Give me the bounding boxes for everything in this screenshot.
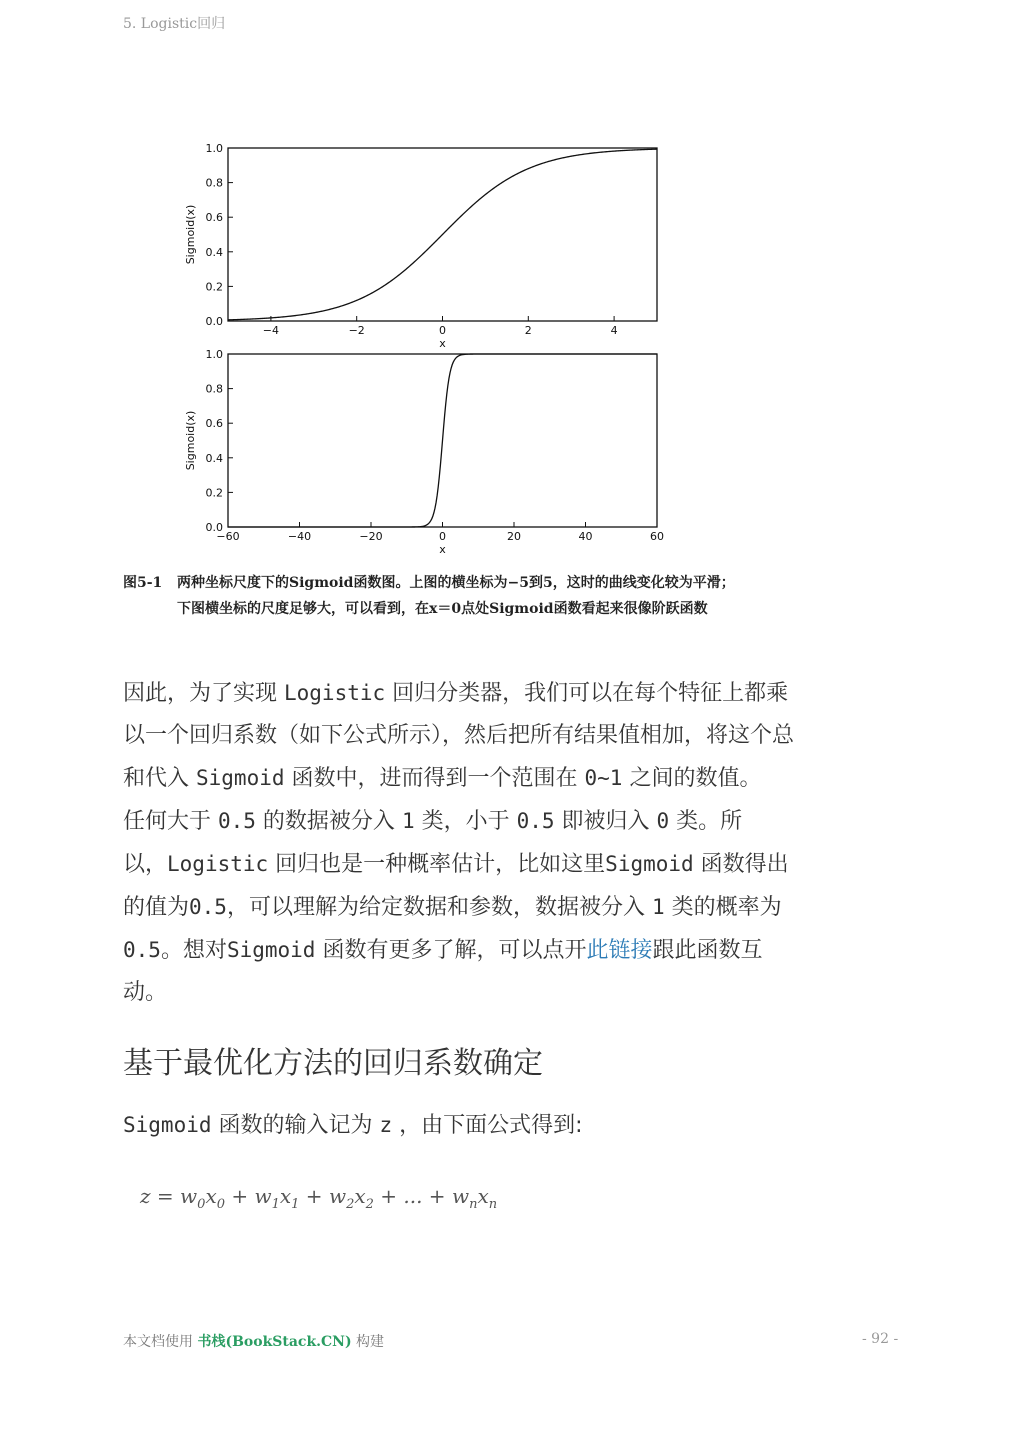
page-number: - 92 - [862,1331,899,1347]
figure-caption [123,570,743,622]
y-tick-label: 0.4 [205,245,223,259]
y-tick-label: 0.2 [205,486,223,500]
figure-caption-text: 两种坐标尺度下的Sigmoid函数图。上图的横坐标为−5到5，这时的曲线变化较为平滑；下图横坐标的尺度足够大，可以看到，在x＝0点处Sigmoid函数看起来很像阶跃函数 [177,575,735,617]
x-tick-label: −2 [348,324,365,337]
footer-credit: 本文档使用 书栈(BookStack.CN) 构建 [123,1334,385,1350]
x-tick-label: 0 [439,530,446,543]
x-tick-label: −40 [287,530,312,543]
sigmoid-link[interactable]: 此链接 [586,938,653,963]
x-tick-label: 20 [507,530,521,543]
x-tick-label: 2 [524,324,532,337]
paragraph-line: 的值为0.5，可以理解为给定数据和参数，数据被分入 1 类的概率为 [123,895,782,920]
y-tick-label: 0.6 [205,211,223,225]
y-tick-label: 0.0 [205,315,223,328]
y-tick-label: 1.0 [205,348,223,361]
x-tick-label: −60 [216,530,240,543]
footer-brand-link[interactable]: 书栈(BookStack.CN) [197,1334,352,1350]
x-tick-label: −20 [359,530,383,543]
x-tick-label: 0 [439,324,446,337]
paragraph-line: 任何大于 0.5 的数据被分入 1 类，小于 0.5 即被归入 0 类。所 [123,809,743,834]
y-tick-label: 0.0 [205,521,223,534]
x-tick-label: 4 [610,324,618,337]
sigmoid-curve [228,354,657,527]
section-intro: Sigmoid 函数的输入记为 z ，由下面公式得到: [123,1113,583,1138]
paragraph-line: 因此，为了实现 Logistic 回归分类器，我们可以在每个特征上都乘 [123,681,789,706]
y-tick-label: 0.8 [205,176,223,190]
paragraph-line: 和代入 Sigmoid 函数中，进而得到一个范围在 0~1 之间的数值。 [123,766,762,791]
paragraph-line: 以一个回归系数（如下公式所示），然后把所有结果值相加，将这个总 [123,723,795,748]
paragraph-line: 以，Logistic 回归也是一种概率估计，比如这里Sigmoid 函数得出 [123,852,789,877]
section-heading: 基于最优化方法的回归系数确定 [123,1046,543,1081]
y-axis-label: Sigmoid(x) [184,410,197,471]
sigmoid-curve [228,149,657,320]
y-tick-label: 1.0 [205,142,223,155]
paragraph-line: 0.5。想对Sigmoid 函数有更多了解，可以点开此链接跟此函数互 [123,938,763,963]
running-header: 5. Logistic回归 [123,16,226,32]
x-tick-label: 40 [578,530,593,543]
x-tick-label: −4 [262,324,280,337]
linear-combination-formula: $z = w_0x_0 + w_1x_1 + w_2x_2$ + ... + $w_nx_n$ [140,1184,498,1212]
sigmoid-figure [180,138,700,563]
figure-number: 图5-1 [123,575,163,591]
x-axis-label: x [439,337,446,350]
y-tick-label: 0.4 [205,451,223,465]
x-tick-label: 60 [650,530,664,543]
paragraph-line: 动。 [123,980,168,1005]
y-tick-label: 0.2 [205,280,223,294]
x-axis-label: x [439,543,446,556]
body-paragraph [123,672,893,1014]
sigmoid-charts [180,138,700,563]
y-axis-label: Sigmoid(x) [184,204,197,265]
y-tick-label: 0.8 [205,382,223,396]
y-tick-label: 0.6 [205,417,223,431]
